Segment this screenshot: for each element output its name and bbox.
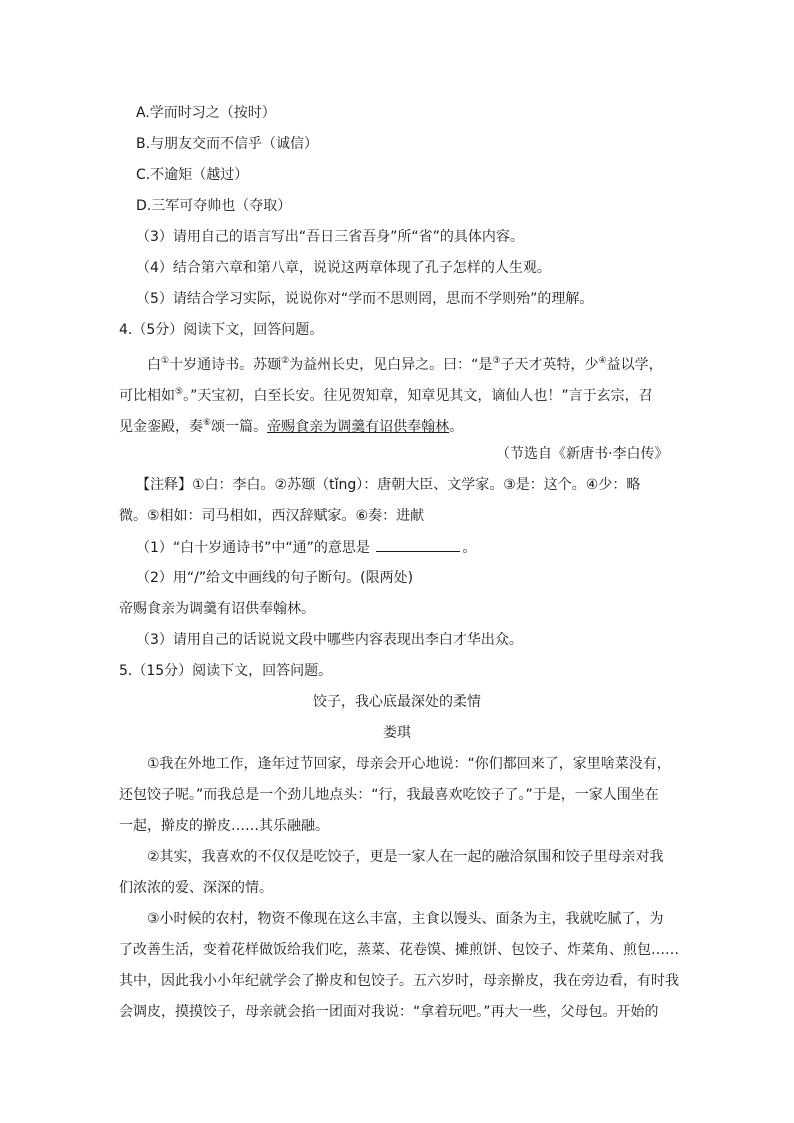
q4-passage-line-3: 见金銮殿，奏⑥颂一篇。帝赐食亲为调羹有诏供奉翰林。 [119, 418, 464, 435]
note-marker: ② [281, 356, 290, 366]
q3-option-b: B.与朋友交而不信乎（诚信） [136, 136, 319, 152]
note-marker: ③ [492, 356, 501, 366]
para-3-line-4: 会调皮，摸摸饺子，母亲就会掐一团面对我说：“拿着玩吧。”再大一些，父母包。开始的 [119, 1004, 659, 1020]
q3-sub-5: （5）请结合学习实际，说说你对“学而不思则罔，思而不学则殆”的理解。 [136, 291, 594, 307]
q4-passage-line-2: 可比相如⑤。”天宝初，白至长安。往见贺知章，知章见其文，谪仙人也！”言于玄宗，召 [119, 387, 653, 404]
note-marker: ⑥ [203, 418, 212, 428]
para-2-line-2: 们浓浓的爱、深深的情。 [119, 880, 273, 896]
q4-sub-2-sentence: 帝赐食亲为调羹有诏供奉翰林。 [119, 601, 315, 617]
q4-passage-line-1: 白①十岁通诗书。苏颋②为益州长史，见白异之。曰：“是③子天才英特，少④益以学， [147, 356, 663, 373]
q5-heading: 5.（15分）阅读下文，回答问题。 [119, 663, 333, 679]
para-1-line-2: 还包饺子呢。”而我总是一个劲儿地点头：“行，我最喜欢吃饺子了。”于是，一家人围坐在 [119, 787, 659, 803]
para-3-line-1: ③小时候的农村，物资不像现在这么丰富，主食以馒头、面条为主，我就吃腻了，为 [147, 911, 664, 927]
q4-sub-1: （1）“白十岁通诗书”中“通”的意思是 。 [136, 537, 476, 558]
underlined-sentence: 帝赐食亲为调羹有诏供奉翰林 [267, 419, 450, 435]
q4-sub-3: （3）请用自己的话说说文段中哪些内容表现出李白才华出众。 [136, 632, 523, 648]
article-title: 饺子，我心底最深处的柔情 [313, 694, 481, 710]
q3-option-a: A.学而时习之（按时） [136, 105, 276, 121]
q3-option-c: C.不逾矩（越过） [136, 167, 249, 183]
para-1-line-1: ①我在外地工作，逢年过节回家，母亲会开心地说：“你们都回来了，家里啥菜没有， [147, 756, 671, 772]
q4-heading: 4.（5分）阅读下文，回答问题。 [119, 322, 324, 338]
q3-sub-4: （4）结合第六章和第八章，说说这两章体现了孔子怎样的人生观。 [136, 260, 551, 276]
article-author: 娄琪 [383, 725, 411, 741]
q4-sub-2: （2）用“/”给文中画线的句子断句。(限两处) [136, 570, 414, 586]
note-marker: ① [161, 356, 170, 366]
note-marker: ④ [598, 356, 607, 366]
q3-sub-3: （3）请用自己的语言写出“吾日三省吾身”所“省”的具体内容。 [136, 229, 524, 245]
para-3-line-2: 了改善生活，变着花样做饭给我们吃，蒸菜、花卷馍、摊煎饼、包饺子、炸菜角、煎包…… [119, 942, 679, 958]
q4-source: （节选自《新唐书·李白传》 [496, 446, 669, 462]
para-3-line-3: 其中，因此我小小年纪就学会了擀皮和包饺子。五六岁时，母亲擀皮，我在旁边看，有时我 [119, 973, 679, 989]
para-1-line-3: 一起，擀皮的擀皮……其乐融融。 [119, 818, 329, 834]
para-2-line-1: ②其实，我喜欢的不仅仅是吃饺子，更是一家人在一起的融洽氛围和饺子里母亲对我 [147, 849, 664, 865]
q4-notes-line-1: 【注释】①白：李白。②苏颋（tǐng）：唐朝大臣、文学家。③是：这个。④少：略 [136, 477, 641, 493]
note-marker: ⑤ [175, 387, 184, 397]
q3-option-d: D.三军可夺帅也（夺取） [136, 198, 292, 214]
q4-notes-line-2: 微。⑤相如：司马相如，西汉辞赋家。⑥奏：进献 [119, 508, 425, 524]
answer-blank[interactable] [376, 537, 460, 552]
